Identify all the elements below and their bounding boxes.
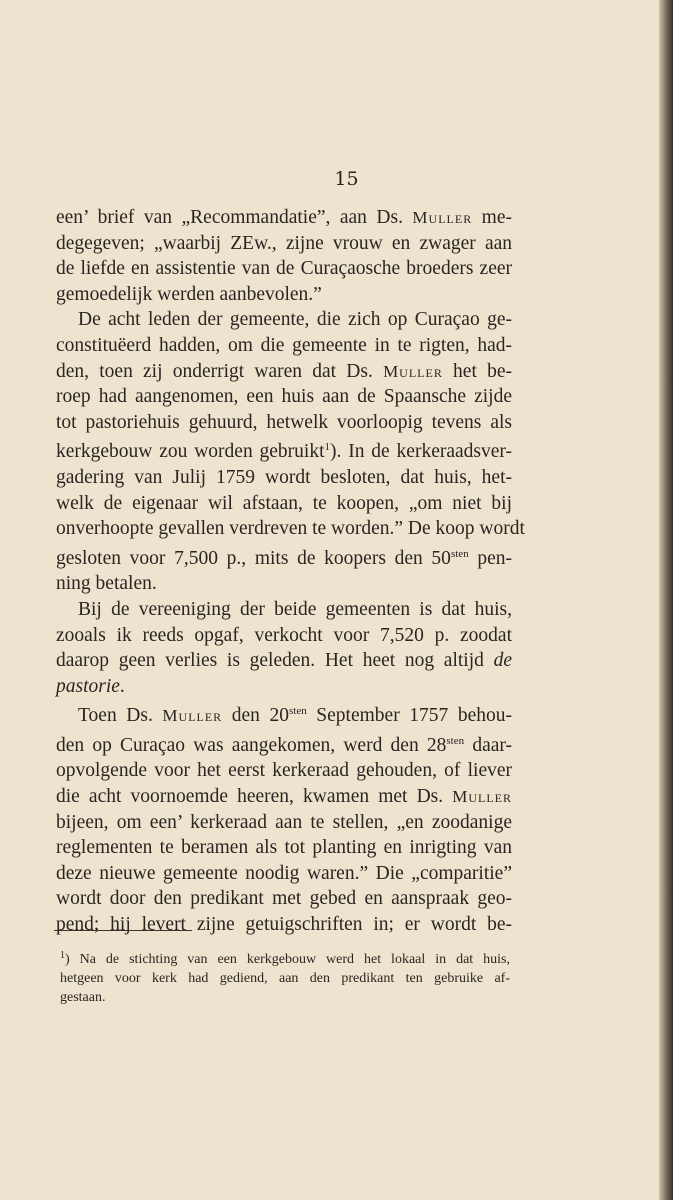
text-line: zooals ik reeds opgaf, verkocht voor 7,520 p. zoodat [56,624,512,646]
text-line: opvolgende voor het eerst kerkeraad gehouden, of liever [56,760,512,782]
footnote-line: hetgeen voor kerk had gediend, aan den predikant ten gebruike af- [60,971,510,986]
text-line: gadering van Julij 1759 wordt besloten, dat huis, het- [56,466,512,488]
text-line: constituëerd hadden, om die gemeente in te rigten, had- [56,334,512,356]
text-line: bijeen, om een’ kerkeraad aan te stellen, „en zoodanige [56,811,512,833]
text-line: reglementen te beramen als tot planting en inrigting van [56,837,512,859]
text-line: wordt door den predikant met gebed en aanspraak geo- [56,888,512,910]
text-line: Bij de vereeniging der beide gemeenten is dat huis, [78,598,512,620]
footnote-line: $^1$) Na de stichting van een kerkgebouw werd het lokaal in dat huis, [60,950,510,967]
text-line: den op Curaçao was aangekomen, werd den $28^{sten}$ daar- [56,734,512,756]
text-line: ning betalen. [56,573,157,595]
text-line: roep had aangenomen, een huis aan de Spaansche zijde [56,386,512,408]
footnote-line: gestaan. [60,990,106,1005]
footnote-divider [54,930,192,931]
text-line: pastorie. [56,675,125,697]
footnote [60,946,510,1007]
text-line: deze nieuwe gemeente noodig waren.” Die „comparitie” [56,862,512,884]
text-line: welk de eigenaar wil afstaan, te koopen, „om niet bij [56,492,512,514]
body-text [56,205,525,938]
text-line: Toen Ds. Muller den $20^{sten}$ September 1757 behou- [78,705,512,727]
text-line: een’ brief van „Recommandatie”, aan Ds. Muller me- [56,207,512,228]
text-line: De acht leden der gemeente, die zich op Curaçao ge- [78,309,512,331]
text-line: den, toen zij onderrigt waren dat Ds. Muller het be- [56,360,512,382]
text-line: die acht voornoemde heeren, kwamen met Ds. Muller [56,786,512,808]
text-line: onverhoopte gevallen verdreven te worden.” De koop wordt [56,518,525,540]
text-line: gesloten voor 7,500 p., mits de koopers den $50^{sten}$ pen- [56,547,512,569]
text-line: degegeven; „waarbij ZEw., zijne vrouw en zwager aan [56,232,512,254]
text-line: tot pastoriehuis gehuurd, hetwelk voorloopig tevens als [56,411,512,433]
text-line: daarop geen verlies is geleden. Het heet nog altijd de [56,650,512,672]
page-number: 15 [334,168,359,190]
text-line: pend; hij levert zijne getuigschriften in; er wordt be- [56,914,512,936]
text-line: gemoedelijk werden aanbevolen.” [56,283,322,305]
text-line: de liefde en assistentie van de Curaçaosche broeders zeer [56,258,512,280]
text-line: kerkgebouw zou worden gebruikt$^1$). In de kerkeraadsver- [56,441,512,463]
